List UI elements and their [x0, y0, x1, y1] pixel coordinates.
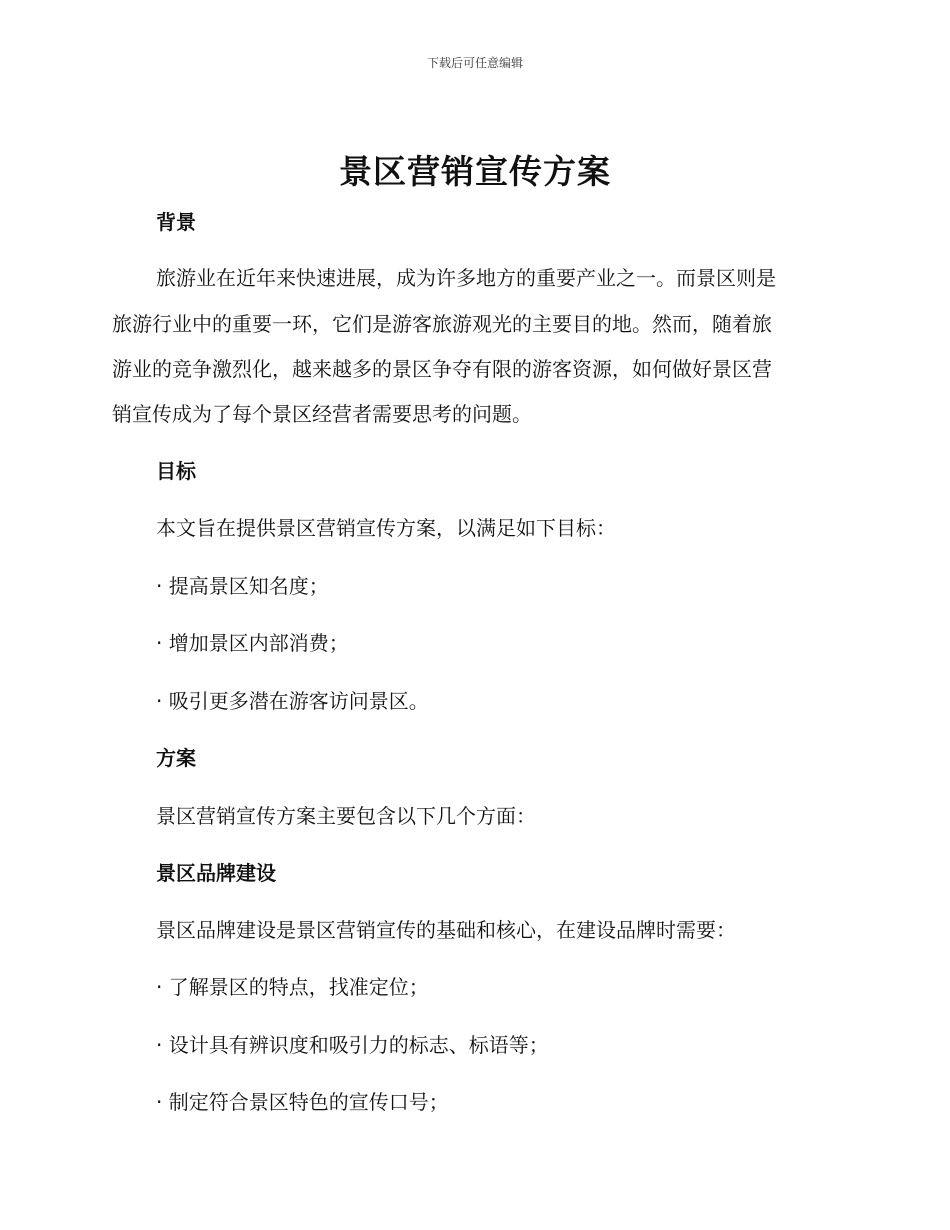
brand-intro: 景区品牌建设是景区营销宣传的基础和核心，在建设品牌时需要：	[156, 918, 736, 942]
paragraph-line: 旅游业在近年来快速进展，成为许多地方的重要产业之一。而景区则是	[156, 266, 776, 290]
list-item: · 吸引更多潜在游客访问景区。	[156, 689, 429, 713]
plan-intro: 景区营销宣传方案主要包含以下几个方面：	[156, 804, 536, 828]
list-item: · 了解景区的特点，找准定位；	[156, 975, 429, 999]
list-item: · 设计具有辨识度和吸引力的标志、标语等；	[156, 1033, 549, 1057]
document-title: 景区营销宣传方案	[339, 152, 611, 191]
section-heading-brand: 景区品牌建设	[156, 861, 276, 885]
list-item: · 提高景区知名度；	[156, 574, 329, 598]
section-heading-background: 背景	[156, 210, 196, 234]
section-heading-goal: 目标	[156, 459, 196, 483]
paragraph-line: 销宣传成为了每个景区经营者需要思考的问题。	[112, 402, 532, 426]
paragraph-line: 游业的竞争激烈化，越来越多的景区争夺有限的游客资源，如何做好景区营	[112, 357, 772, 381]
list-item: · 制定符合景区特色的宣传口号；	[156, 1090, 449, 1114]
header-note: 下载后可任意编辑	[426, 56, 523, 70]
list-item: · 增加景区内部消费；	[156, 631, 349, 655]
goal-intro: 本文旨在提供景区营销宣传方案，以满足如下目标：	[156, 516, 616, 540]
paragraph-line: 旅游行业中的重要一环，它们是游客旅游观光的主要目的地。然而，随着旅	[112, 312, 772, 336]
section-heading-plan: 方案	[156, 746, 196, 770]
